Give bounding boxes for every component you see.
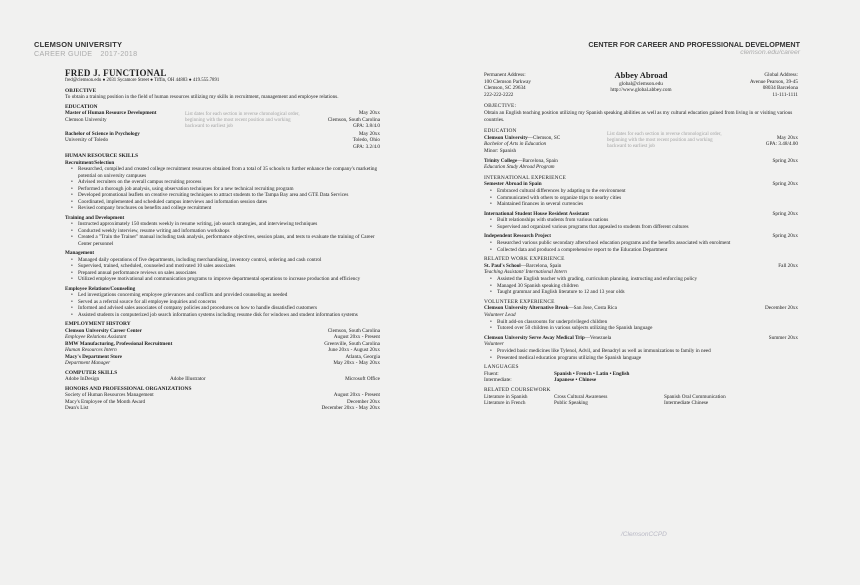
degree: Bachelor of Arts in Education (484, 141, 547, 148)
skill-list (71, 292, 380, 318)
vol-org: Clemson University Serve Away Medical Trip (484, 334, 585, 341)
entry-list (490, 188, 798, 208)
vol-date: December 20xx (765, 305, 798, 312)
skill-list (71, 221, 380, 247)
address-line: 11-111-1111 (772, 91, 798, 98)
gpa: GPA: 3.2/4.0 (352, 143, 380, 150)
job-location: Greenville, South Carolina (324, 340, 380, 347)
page-header-left (34, 40, 137, 58)
list-item: • Researched, compiled and created college recruitment resources obtained from a total of 35 schools to further enhance the company's marketing potential on university campuses (71, 166, 380, 179)
list-item: • Assisted students in computerized job search information systems including resume disk for windows and student information systems (71, 312, 380, 319)
list-item: • Supervised, trained, scheduled, counseled and motivated 10 sales associates (71, 263, 380, 270)
objective-heading: OBJECTIVE (65, 87, 97, 94)
honor-date: December 20xx - May 20xx (321, 405, 380, 411)
entry-list (490, 217, 798, 230)
skill: Adobe Illustrator (170, 376, 206, 382)
job-org: Clemson University Career Center (65, 327, 142, 334)
lang-values: Japanese • Chinese (554, 377, 597, 384)
list-item: • Assisted the English teacher with grading, curriculum planning, instructing and enforcing policy (490, 276, 798, 283)
list-item: • Revised company brochures on benefits and college recruitment (71, 205, 380, 212)
degree: Bachelor of Science in Psychology (65, 130, 140, 137)
website: http://www.global.abbey.com (610, 87, 672, 94)
job-location: Clemson, South Carolina (327, 327, 380, 334)
name-block (589, 72, 693, 94)
entry-title: Semester Abroad in Spain (484, 181, 542, 188)
list-item: • Advised recruiters on the overall campus recruiting process (71, 179, 380, 186)
social-handle: /ClemsonCCPD (621, 531, 667, 538)
vol-location: —San Jose, Costa Rica (568, 305, 617, 312)
group-title: Management (65, 250, 95, 256)
functional-resume (65, 68, 380, 412)
list-item: • Developed promotional leaflets on creative recruiting techniques to attract students to the Tampa Bay area and GTE Data Services (71, 192, 380, 199)
gpa: GPA: 3.8/4.0 (352, 123, 380, 129)
list-item: • Managed daily operations of five departments, including merchandising, inventory control, ordering and cash control (71, 257, 380, 264)
work-org: St. Paul's School (484, 262, 521, 269)
work-heading: RELATED WORK EXPERIENCE (484, 256, 565, 263)
list-item: • Tutored over 50 children in various subjects utilizing the Spanish language (490, 325, 798, 332)
education-heading: EDUCATION (65, 103, 98, 110)
objective-text: To obtain a training position in the field of human resources utilizing my skills in recruitment, management and employee relations. (65, 94, 339, 100)
lang-values: Spanish • French • Latin • English (554, 370, 630, 377)
education-note: List dates for each section in reverse chronological order, beginning with the most recent position and working backward to earliest job (185, 111, 300, 129)
job-org: Macy's Department Store (65, 353, 122, 360)
computer-heading: COMPUTER SKILLS (65, 369, 118, 376)
list-item: • Utilized employee motivational and communication programs to improve departmental operations to increase production and efficiency (71, 276, 380, 283)
school: Clemson University (65, 116, 107, 123)
list-item: • Researched various public secondary afterschool education programs and the benefits associated with enrolment (490, 240, 798, 247)
education-note: List dates for each section in reverse chronological order, beginning with the most recent position and working backward to earliest job (607, 132, 722, 150)
job-date: August 20xx - Present (333, 334, 380, 340)
resume-name: FRED J. FUNCTIONAL (65, 68, 167, 78)
entry-date: Spring 20xx (772, 210, 798, 217)
list-item: • Supervised and organized various programs that appealed to students from different cultures (490, 224, 798, 231)
guide-years: 2017-2018 (100, 49, 138, 58)
school-location: —Clemson, SC (527, 134, 561, 141)
intl-heading: INTERNATIONAL EXPERIENCE (484, 174, 567, 181)
list-item: • Collected data and produced a comprehensive report to the Education Department (490, 247, 798, 254)
resume-header (484, 72, 798, 98)
list-item: • Managed 30 Spanish speaking children (490, 283, 798, 290)
languages (484, 371, 798, 384)
education-section (484, 128, 798, 171)
list-item: • Instructed approximately 150 students weekly in resume writing, job search strategies, and interviewing techniques (71, 221, 380, 228)
resume-name: Abbey Abroad (614, 70, 668, 80)
entry-title: Independent Research Project (484, 233, 551, 240)
school: University of Toledo (65, 137, 109, 143)
skill-list (71, 257, 380, 283)
program: Education Study Abroad Program (484, 164, 555, 171)
honors-heading: HONORS AND PROFESSIONAL ORGANIZATIONS (65, 385, 192, 392)
course: Literature in French (484, 400, 526, 407)
address-line: Avenue Pearson, 39-45 (749, 78, 798, 85)
page-header-right (588, 40, 800, 56)
work-location: —Barcelona, Spain (520, 262, 562, 269)
list-item: • Maintained finances in several currencies (490, 201, 798, 208)
honor-date: August 20xx - Present (333, 392, 380, 398)
list-item: • Presented medical education programs utilizing the Spanish language (490, 355, 798, 362)
center-name: CENTER FOR CAREER AND PROFESSIONAL DEVELOPMENT (588, 40, 800, 49)
school: Clemson University (484, 134, 528, 141)
entry-list (490, 240, 798, 253)
permanent-address (484, 72, 588, 98)
work-date: Fall 20xx (778, 262, 798, 269)
objective-heading: OBJECTIVE: (484, 103, 517, 110)
job-role: Employee Relations Assistant (65, 334, 127, 340)
list-item: • Performed a thorough job analysis, using observation techniques for a new technical recruiting program (71, 186, 380, 193)
languages-heading: LANGUAGES (484, 364, 519, 371)
education-heading: EDUCATION (484, 128, 517, 135)
work-role: Teaching Assistant/ International Intern (484, 269, 567, 276)
vol-list (490, 319, 798, 332)
lang-label: Intermediate: (484, 377, 512, 384)
vol-role: Volunteer Lead (484, 312, 516, 318)
university-name: CLEMSON UNIVERSITY (34, 40, 123, 49)
list-item: • Taught grammar and English literature to 12 and 13 year olds (490, 289, 798, 296)
vol-location: —Venezuela (584, 334, 612, 341)
group-title: Recruitment/Selection (65, 159, 115, 166)
international-resume (484, 72, 798, 407)
list-item: • Built relationships with students from various nations (490, 217, 798, 224)
honor-date: December 20xx (347, 398, 380, 405)
education-section (65, 104, 380, 151)
study-date: Spring 20xx (772, 157, 798, 164)
guide-label: CAREER GUIDE 2017-2018 (34, 49, 138, 58)
course: Literature in Spanish (484, 393, 528, 400)
list-item: • Prepared annual performance reviews on sales associates (71, 270, 380, 277)
entry-date: Spring 20xx (772, 233, 798, 240)
course: Spanish Oral Communication (664, 393, 726, 400)
volunteer-heading: VOLUNTEER EXPERIENCE (484, 298, 555, 305)
job-org: BMW Manufacturing, Professional Recruitment (65, 340, 173, 347)
course: Public Speaking (554, 400, 588, 407)
job-role: Department Manager (65, 360, 111, 366)
honor: Dean's List (65, 405, 89, 411)
vol-role: Volunteer (484, 341, 504, 348)
list-item: • Built add-on classrooms for underprivileged children (490, 319, 798, 326)
list-item: • Embraced cultural differences by adapting to the environment (490, 188, 798, 195)
coursework (484, 394, 798, 407)
skill-list (71, 166, 380, 212)
course: Intermediate Chinese (664, 400, 709, 407)
address-label: Global Address: (764, 72, 798, 78)
list-item: • Communicated with others to organize trips to nearby cities (490, 195, 798, 202)
school: Trinity College (484, 157, 518, 164)
objective-text: Obtain an English teaching position utilizing my Spanish speaking abilities as well as my cultural education gained from living in or visiting various countries. (484, 109, 793, 123)
entry-title: International Student House Resident Assistant (484, 210, 589, 217)
list-item: • Led investigations concerning employee grievances and conflicts and provided counseling as needed (71, 292, 380, 299)
vol-org: Clemson University Alternative Break (484, 305, 569, 312)
entry-date: Spring 20xx (772, 181, 798, 188)
honor: Society of Human Resources Management (65, 392, 154, 398)
hr-skills-heading: HUMAN RESOURCE SKILLS (65, 153, 139, 159)
email: global@clemson.edu (619, 80, 663, 87)
group-title: Employee Relations/Counseling (65, 285, 136, 292)
school-location: Toledo, Ohio (352, 137, 380, 143)
address-line: 100 Clemson Parkway (484, 78, 531, 85)
degree-date: May 20xx (358, 130, 380, 137)
gpa: GPA: 3.48/4.00 (765, 141, 798, 148)
address-line: 08034 Barcelona (762, 85, 798, 92)
address-label: Permanent Address: (484, 72, 526, 78)
work-list (490, 276, 798, 296)
global-address (694, 72, 798, 98)
center-url: clemson.edu/career (740, 49, 800, 56)
list-item: • Created a "Train the Trainer" manual including task analysis, performance objectives, session plans, and tests to evaluate the training of Career Center personnel (71, 234, 380, 247)
coursework-heading: RELATED COURSEWORK (484, 386, 551, 393)
lang-label: Fluent: (484, 370, 499, 377)
job-date: June 20xx - August 20xx (328, 347, 380, 353)
address-line: 222-222-2222 (484, 91, 514, 98)
group-title: Training and Development (65, 214, 125, 221)
skill: Microsoft Office (345, 376, 380, 382)
address-line: Clemson, SC 29634 (484, 85, 526, 92)
computer-skills (65, 376, 380, 383)
resume-contact: fred@clemson.edu ● 2031 Sycamore Street ● Tiffin, OH 44883 ● 419.555.7891 (65, 78, 220, 83)
degree: Master of Human Resource Development (65, 110, 157, 116)
honor: Macy's Employee of the Month Award (65, 398, 146, 405)
vol-date: Summer 20xx (768, 334, 798, 341)
school-location: —Barcelona, Spain (517, 157, 558, 164)
job-role: Human Resources Intern (65, 347, 117, 353)
job-date: May 20xx - May 20xx (333, 360, 380, 366)
list-item: • Provided basic medicines like Tylenol, Advil, and Benadryl as well as immunizations to family in need (490, 348, 798, 355)
job-location: Atlanta, Georgia (345, 353, 380, 360)
list-item: • Informed and advised sales associates of company policies and procedures on how to handle dissatisfied customers (71, 305, 380, 312)
list-item: • Conducted weekly interview, resume writing and information workshops (71, 228, 380, 235)
list-item: • Coordinated, implemented and scheduled campus interviews and information session dates (71, 199, 380, 206)
course: Cross Cultural Awareness (554, 393, 608, 400)
list-item: • Served as a referral source for all employee inquiries and concerns (71, 299, 380, 306)
skill: Adobe InDesign (65, 376, 100, 382)
employment-heading: EMPLOYMENT HISTORY (65, 321, 131, 327)
degree-date: May 20xx (776, 134, 798, 141)
vol-list (490, 348, 798, 361)
degree-date: May 20xx (358, 110, 380, 116)
school-location: Clemson, South Carolina (327, 116, 380, 123)
minor: Minor: Spanish (484, 147, 517, 154)
